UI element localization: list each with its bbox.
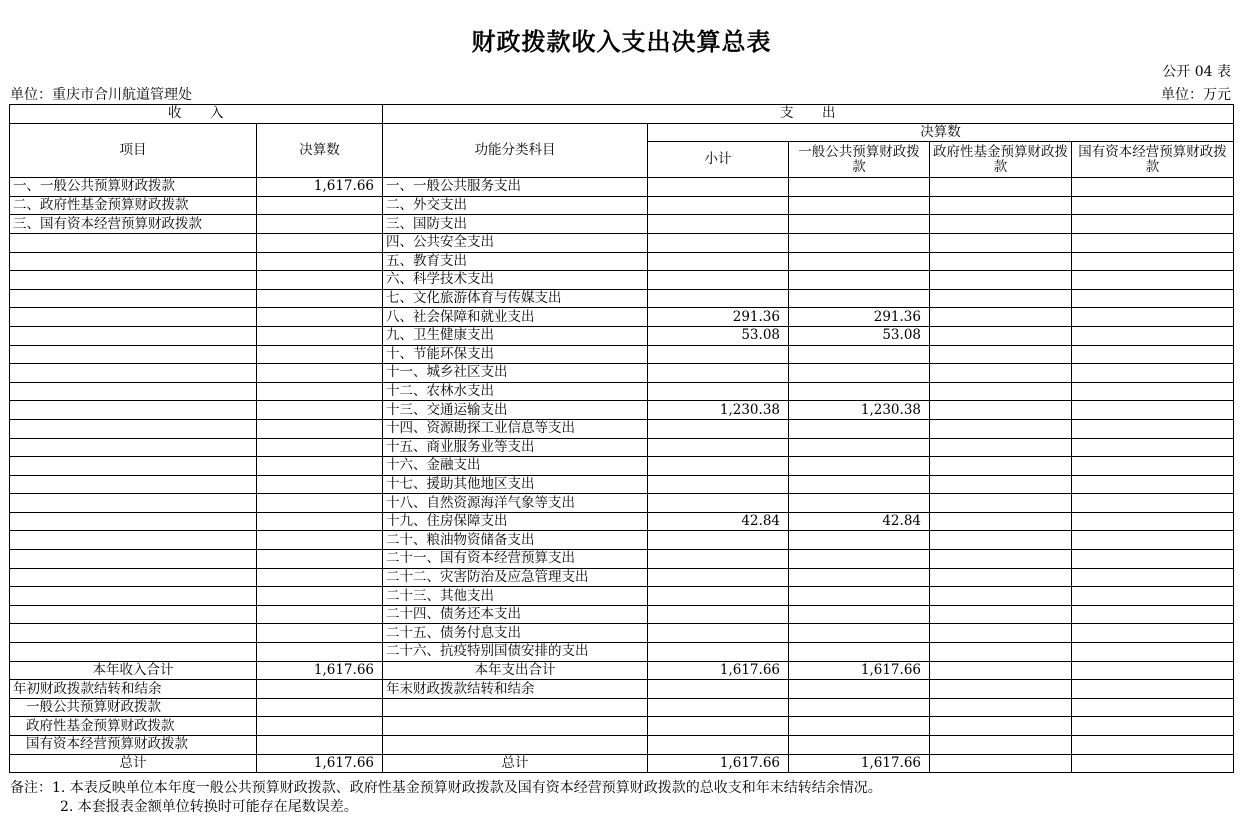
grand-gov: [930, 754, 1072, 773]
table-row: [10, 457, 1234, 476]
income-amount: [257, 605, 383, 624]
unit-currency: 单位：万元: [1161, 87, 1231, 103]
func-item: 十五、商业服务业等支出: [383, 438, 648, 457]
income-amount: [257, 382, 383, 401]
expense-gov: [930, 178, 1072, 197]
func-item: 二十一、国有资本经营预算支出: [383, 550, 648, 569]
expense-general: [789, 289, 930, 308]
carry-begin: 年初财政拨款结转和结余: [10, 680, 257, 699]
expense-subtotal: [648, 271, 789, 290]
expense-gov: [930, 364, 1072, 383]
func-item: 十、节能环保支出: [383, 345, 648, 364]
func-item: 十六、金融支出: [383, 457, 648, 476]
expense-gov: [930, 568, 1072, 587]
expense-gov: [930, 457, 1072, 476]
carry-sub-state: 国有资本经营预算财政拨款: [10, 736, 257, 755]
func-item: 一、一般公共服务支出: [383, 178, 648, 197]
income-amount: [257, 401, 383, 420]
expense-gov: [930, 271, 1072, 290]
table-row: [10, 475, 1234, 494]
table-row: [10, 438, 1234, 457]
table-row: [10, 531, 1234, 550]
expense-state: [1072, 475, 1234, 494]
expense-general: 53.08: [789, 326, 930, 345]
expense-gov: [930, 438, 1072, 457]
header-state-capital: 国有资本经营预算财政拨款: [1072, 142, 1234, 178]
note-1: 备注：1. 本表反映单位本年度一般公共预算财政拨款、政府性基金预算财政拨款及国有资本经营预算财政拨款的总收支和年末结转结余情况。: [10, 780, 882, 796]
table-row: [10, 512, 1234, 531]
expense-subtotal: [648, 364, 789, 383]
expense-state: [1072, 419, 1234, 438]
expense-subtotal: [648, 494, 789, 513]
carry-sub-general: 一般公共预算财政拨款: [10, 698, 257, 717]
func-item: 六、科学技术支出: [383, 271, 648, 290]
expense-subtotal: [648, 531, 789, 550]
expense-general: [789, 457, 930, 476]
expense-subtotal: [648, 196, 789, 215]
expense-gov: [930, 345, 1072, 364]
table-row: [10, 345, 1234, 364]
expense-general: [789, 438, 930, 457]
expense-state: [1072, 345, 1234, 364]
income-item: [10, 568, 257, 587]
expense-subtotal: [648, 382, 789, 401]
expense-subtotal: 1,230.38: [648, 401, 789, 420]
func-item: 二十三、其他支出: [383, 587, 648, 606]
income-amount: [257, 364, 383, 383]
expense-state: [1072, 289, 1234, 308]
expense-state: [1072, 438, 1234, 457]
income-amount: [257, 438, 383, 457]
expense-general: 291.36: [789, 308, 930, 327]
income-amount: [257, 419, 383, 438]
income-amount: [257, 233, 383, 252]
carry-row: [10, 680, 1234, 699]
expense-gov: [930, 215, 1072, 234]
income-item: [10, 233, 257, 252]
expense-state: [1072, 605, 1234, 624]
table-row: [10, 364, 1234, 383]
table-row: [10, 252, 1234, 271]
expense-subtotal: 291.36: [648, 308, 789, 327]
expense-general: [789, 643, 930, 662]
func-item: 三、国防支出: [383, 215, 648, 234]
expense-state: [1072, 215, 1234, 234]
header-general: 一般公共预算财政拨款: [789, 142, 930, 178]
func-item: 十九、住房保障支出: [383, 512, 648, 531]
func-item: 九、卫生健康支出: [383, 326, 648, 345]
expense-subtotal: [648, 550, 789, 569]
grand-general: 1,617.66: [789, 754, 930, 773]
year-state: [1072, 661, 1234, 680]
income-item: [10, 345, 257, 364]
table-row: [10, 271, 1234, 290]
expense-gov: [930, 587, 1072, 606]
table-row: [10, 382, 1234, 401]
unit-organization: 单位：重庆市合川航道管理处: [10, 87, 192, 103]
func-item: 二十二、灾害防治及应急管理支出: [383, 568, 648, 587]
income-item: [10, 382, 257, 401]
expense-general: [789, 196, 930, 215]
table-code: 公开 04 表: [1162, 64, 1231, 80]
income-amount: [257, 252, 383, 271]
expense-gov: [930, 233, 1072, 252]
year-gov: [930, 661, 1072, 680]
income-item: [10, 271, 257, 290]
expense-general: [789, 252, 930, 271]
table-row: [10, 643, 1234, 662]
expense-subtotal: [648, 178, 789, 197]
expense-state: [1072, 401, 1234, 420]
year-total-row: [10, 661, 1234, 680]
func-item: 十二、农林水支出: [383, 382, 648, 401]
income-amount: [257, 475, 383, 494]
income-item: 二、政府性基金预算财政拨款: [10, 196, 257, 215]
expense-gov: [930, 289, 1072, 308]
expense-subtotal: [648, 438, 789, 457]
page-title: 财政拨款收入支出决算总表: [471, 27, 772, 56]
expense-general: [789, 568, 930, 587]
grand-expense-label: 总计: [383, 754, 648, 773]
income-amount: [257, 531, 383, 550]
header-income: 收 入: [10, 105, 383, 124]
expense-general: [789, 382, 930, 401]
table-row: [10, 308, 1234, 327]
grand-income-label: 总计: [10, 754, 257, 773]
income-item: [10, 587, 257, 606]
func-item: 十一、城乡社区支出: [383, 364, 648, 383]
expense-state: [1072, 550, 1234, 569]
income-amount: [257, 512, 383, 531]
expense-subtotal: [648, 624, 789, 643]
func-item: 七、文化旅游体育与传媒支出: [383, 289, 648, 308]
expense-general: [789, 233, 930, 252]
func-item: 四、公共安全支出: [383, 233, 648, 252]
income-item: [10, 550, 257, 569]
income-item: [10, 624, 257, 643]
expense-state: [1072, 587, 1234, 606]
table-row: [10, 196, 1234, 215]
expense-state: [1072, 531, 1234, 550]
expense-state: [1072, 568, 1234, 587]
expense-subtotal: 53.08: [648, 326, 789, 345]
expense-state: [1072, 624, 1234, 643]
income-amount: [257, 550, 383, 569]
table-row: [10, 401, 1234, 420]
table-row: [10, 233, 1234, 252]
expense-subtotal: [648, 605, 789, 624]
year-income-label: 本年收入合计: [10, 661, 257, 680]
expense-gov: [930, 512, 1072, 531]
income-item: [10, 605, 257, 624]
expense-general: [789, 345, 930, 364]
expense-general: [789, 178, 930, 197]
expense-gov: [930, 308, 1072, 327]
expense-subtotal: [648, 457, 789, 476]
income-item: [10, 252, 257, 271]
income-amount: 1,617.66: [257, 178, 383, 197]
func-item: 二十四、债务还本支出: [383, 605, 648, 624]
expense-general: [789, 419, 930, 438]
expense-general: [789, 364, 930, 383]
carry-sub-row: [10, 736, 1234, 755]
expense-gov: [930, 196, 1072, 215]
income-amount: [257, 271, 383, 290]
expense-subtotal: [648, 345, 789, 364]
expense-gov: [930, 475, 1072, 494]
expense-general: [789, 494, 930, 513]
income-item: [10, 401, 257, 420]
expense-state: [1072, 271, 1234, 290]
expense-general: [789, 475, 930, 494]
income-amount: [257, 215, 383, 234]
income-amount: [257, 643, 383, 662]
expense-gov: [930, 252, 1072, 271]
income-item: [10, 364, 257, 383]
expense-gov: [930, 531, 1072, 550]
header-amount: 决算数: [257, 123, 383, 178]
expense-subtotal: [648, 252, 789, 271]
income-item: [10, 419, 257, 438]
income-item: [10, 512, 257, 531]
expense-state: [1072, 494, 1234, 513]
table-row: [10, 605, 1234, 624]
income-item: [10, 308, 257, 327]
expense-state: [1072, 512, 1234, 531]
header-expense: 支 出: [383, 105, 1234, 124]
expense-general: [789, 215, 930, 234]
income-amount: [257, 326, 383, 345]
expense-state: [1072, 382, 1234, 401]
income-amount: [257, 289, 383, 308]
expense-state: [1072, 457, 1234, 476]
budget-table: [9, 104, 1234, 773]
func-item: 二十、粮油物资储备支出: [383, 531, 648, 550]
func-item: 十八、自然资源海洋气象等支出: [383, 494, 648, 513]
income-item: [10, 326, 257, 345]
expense-gov: [930, 419, 1072, 438]
expense-subtotal: [648, 289, 789, 308]
year-subtotal: 1,617.66: [648, 661, 789, 680]
func-item: 二十六、抗疫特别国债安排的支出: [383, 643, 648, 662]
header-subtotal: 小计: [648, 142, 789, 178]
income-item: [10, 457, 257, 476]
func-item: 二十五、债务付息支出: [383, 624, 648, 643]
func-item: 五、教育支出: [383, 252, 648, 271]
table-row: [10, 326, 1234, 345]
expense-general: [789, 587, 930, 606]
income-item: 一、一般公共预算财政拨款: [10, 178, 257, 197]
table-row: [10, 289, 1234, 308]
carry-end: 年末财政拨款结转和结余: [383, 680, 648, 699]
expense-state: [1072, 233, 1234, 252]
carry-sub-row: [10, 717, 1234, 736]
expense-subtotal: [648, 587, 789, 606]
income-item: 三、国有资本经营预算财政拨款: [10, 215, 257, 234]
table-row: [10, 568, 1234, 587]
expense-state: [1072, 252, 1234, 271]
expense-subtotal: [648, 643, 789, 662]
expense-general: 1,230.38: [789, 401, 930, 420]
carry-sub-row: [10, 698, 1234, 717]
expense-gov: [930, 550, 1072, 569]
income-amount: [257, 568, 383, 587]
expense-gov: [930, 382, 1072, 401]
expense-general: [789, 271, 930, 290]
table-row: [10, 550, 1234, 569]
expense-gov: [930, 624, 1072, 643]
income-amount: [257, 308, 383, 327]
income-item: [10, 438, 257, 457]
income-item: [10, 643, 257, 662]
expense-state: [1072, 326, 1234, 345]
expense-gov: [930, 643, 1072, 662]
expense-gov: [930, 326, 1072, 345]
header-final: 决算数: [648, 123, 1234, 142]
expense-state: [1072, 196, 1234, 215]
income-item: [10, 531, 257, 550]
grand-subtotal: 1,617.66: [648, 754, 789, 773]
expense-subtotal: 42.84: [648, 512, 789, 531]
expense-gov: [930, 605, 1072, 624]
func-item: 十四、资源勘探工业信息等支出: [383, 419, 648, 438]
expense-subtotal: [648, 215, 789, 234]
header-func: 功能分类科目: [383, 123, 648, 178]
func-item: 二、外交支出: [383, 196, 648, 215]
income-amount: [257, 587, 383, 606]
func-item: 八、社会保障和就业支出: [383, 308, 648, 327]
func-item: 十七、援助其他地区支出: [383, 475, 648, 494]
expense-general: [789, 605, 930, 624]
year-general: 1,617.66: [789, 661, 930, 680]
table-row: [10, 587, 1234, 606]
header-gov-fund: 政府性基金预算财政拨款: [930, 142, 1072, 178]
income-amount: [257, 345, 383, 364]
table-row: [10, 178, 1234, 197]
year-expense-label: 本年支出合计: [383, 661, 648, 680]
table-row: [10, 215, 1234, 234]
notes: [10, 779, 882, 817]
income-item: [10, 494, 257, 513]
expense-general: [789, 550, 930, 569]
table-row: [10, 419, 1234, 438]
note-2: 2. 本套报表金额单位转换时可能存在尾数误差。: [60, 799, 358, 815]
expense-gov: [930, 401, 1072, 420]
expense-state: [1072, 643, 1234, 662]
expense-subtotal: [648, 475, 789, 494]
expense-general: [789, 624, 930, 643]
grand-total-row: [10, 754, 1234, 773]
expense-general: 42.84: [789, 512, 930, 531]
income-item: [10, 289, 257, 308]
year-income-amt: 1,617.66: [257, 661, 383, 680]
expense-gov: [930, 494, 1072, 513]
income-item: [10, 475, 257, 494]
table-row: [10, 494, 1234, 513]
expense-state: [1072, 308, 1234, 327]
grand-income-amt: 1,617.66: [257, 754, 383, 773]
expense-subtotal: [648, 568, 789, 587]
expense-subtotal: [648, 233, 789, 252]
expense-state: [1072, 178, 1234, 197]
income-amount: [257, 624, 383, 643]
income-amount: [257, 196, 383, 215]
carry-sub-gov: 政府性基金预算财政拨款: [10, 717, 257, 736]
expense-general: [789, 531, 930, 550]
income-amount: [257, 494, 383, 513]
header-item: 项目: [10, 123, 257, 178]
income-amount: [257, 457, 383, 476]
grand-state: [1072, 754, 1234, 773]
func-item: 十三、交通运输支出: [383, 401, 648, 420]
table-row: [10, 624, 1234, 643]
expense-state: [1072, 364, 1234, 383]
expense-subtotal: [648, 419, 789, 438]
